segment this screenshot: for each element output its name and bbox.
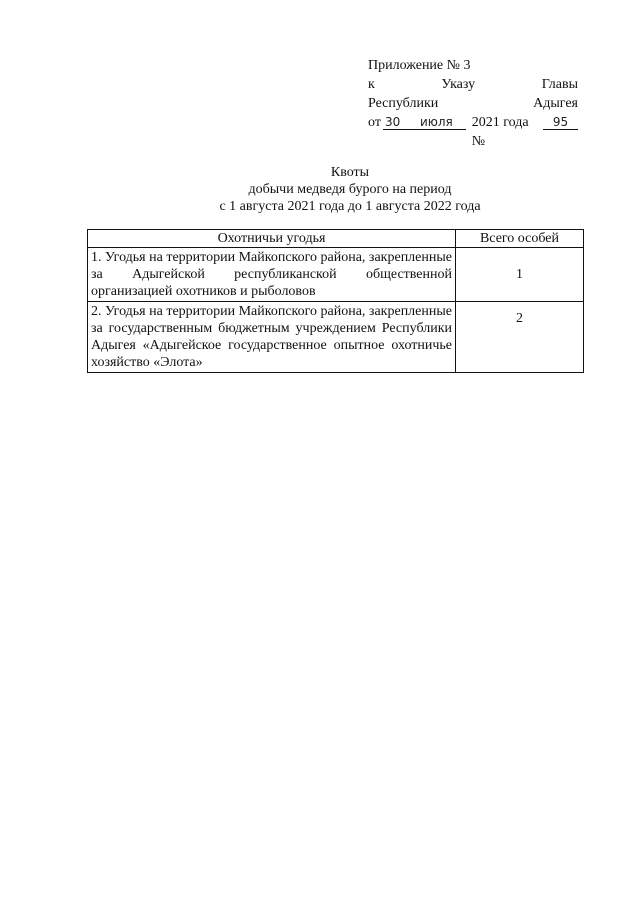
- appendix-line-3: [368, 94, 578, 113]
- row-2-grounds: 2. Угодья на территории Майкопского района, закрепленные за государственным бюджетным учреждением Республики Адыгея «Адыгейское государственное опытное охотничье хозяйство «Элота»: [88, 302, 456, 373]
- date-month: июля: [407, 115, 466, 130]
- appendix-block: [368, 56, 578, 151]
- appendix-line-2: [368, 75, 578, 94]
- title-line-2: добычи медведя бурого на период: [248, 182, 452, 197]
- appendix-word-head: Главы: [541, 77, 578, 92]
- appendix-date-line: [368, 113, 578, 151]
- appendix-word-republic: Республики: [368, 96, 439, 111]
- appendix-title: Приложение № 3: [368, 58, 471, 73]
- title-line-1: Квоты: [330, 165, 370, 180]
- row-1-count: 1: [456, 248, 584, 302]
- table-header-row: [88, 230, 584, 248]
- date-year-text: 2021 года №: [471, 115, 529, 149]
- header-hunting-grounds: Охотничьи угодья: [88, 230, 456, 248]
- date-day: 30: [383, 115, 407, 130]
- appendix-word-decree: Указу: [441, 77, 476, 92]
- header-total-animals: Всего особей: [456, 230, 584, 248]
- table-row: [88, 248, 584, 302]
- table-row: [88, 302, 584, 373]
- appendix-word-to: к: [368, 77, 375, 92]
- row-1-grounds: 1. Угодья на территории Майкопского района, закрепленные за Адыгейской республиканской общественной организацией охотников и рыболовов: [88, 248, 456, 302]
- title-line-3: с 1 августа 2021 года до 1 августа 2022 года: [219, 199, 481, 214]
- date-prefix: от: [368, 115, 381, 130]
- row-2-count: 2: [456, 302, 584, 373]
- decree-number: 95: [543, 115, 578, 130]
- appendix-line-1: [368, 56, 578, 75]
- appendix-word-adygea: Адыгея: [533, 96, 578, 111]
- document-title: [170, 164, 530, 215]
- quota-table: [87, 229, 584, 373]
